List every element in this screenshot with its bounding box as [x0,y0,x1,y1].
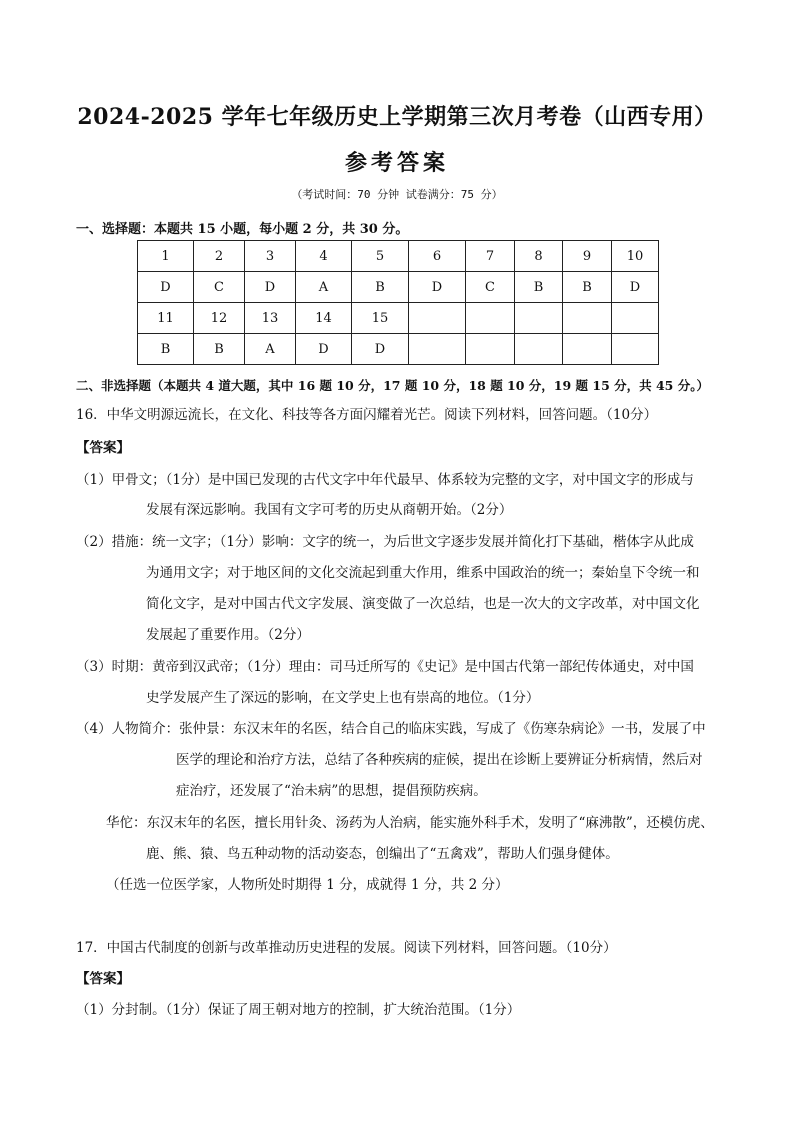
table-cell: 12 [194,303,245,334]
q16-line: 发展有深远影响。我国有文字可考的历史从商朝开始。（2分） [146,502,513,518]
table-cell: 10 [612,241,659,272]
table-cell: D [352,334,409,365]
exam-info: （考试时间：70 分钟 试卷满分：75 分） [291,188,503,201]
table-cell: B [138,334,194,365]
table-cell: 3 [245,241,296,272]
section-2-heading: 二、非选择题（本题共 4 道大题，其中 16 题 10 分，17 题 10 分，18 题 10 分，19 题 15 分，共 45 分。） [76,378,709,393]
q16-line: （任选一位医学家，人物所处时期得 1 分，成就得 1 分，共 2 分） [106,877,509,893]
table-cell [515,303,563,334]
table-cell: D [612,272,659,303]
table-row [138,303,659,334]
table-cell [612,303,659,334]
q16-line: （1）甲骨文；（1分）是中国已发现的古代文字中年代最早、体系较为完整的文字，对中国文字的形成与 [76,472,694,488]
q16-line: （3）时期：黄帝到汉武帝；（1分）理由：司马迁所写的《史记》是中国古代第一部纪传体通史，对中国 [76,659,694,675]
table-cell: 7 [466,241,515,272]
table-cell: 5 [352,241,409,272]
q16-line: （4）人物简介：张仲景：东汉末年的名医，结合自己的临床实践，写成了《伤寒杂病论》一书，发展了中 [76,721,706,737]
q16-question: 16．中华文明源远流长，在文化、科技等各方面闪耀着光芒。阅读下列材料，回答问题。（10分） [76,407,658,423]
q16-line: 史学发展产生了深远的影响，在文学史上也有崇高的地位。（1分） [146,690,540,706]
table-cell [409,334,466,365]
q16-line: 医学的理论和治疗方法，总结了各种疾病的症候，提出在诊断上要辨证分析病情，然后对 [176,752,703,768]
table-cell: B [194,334,245,365]
table-cell [612,334,659,365]
q17-answer-tag: 【答案】 [76,971,130,987]
q16-line: （2）措施：统一文字；（1分）影响：文字的统一，为后世文字逐步发展并简化打下基础，楷体字从此成 [76,534,694,550]
table-cell: 11 [138,303,194,334]
answer-table [137,240,659,365]
table-cell: C [194,272,245,303]
table-cell [466,303,515,334]
q16-line: 华佗：东汉末年的名医，擅长用针灸、汤药为人治病，能实施外科手术，发明了“麻沸散”，还模仿虎、 [106,815,714,831]
table-cell: 4 [296,241,352,272]
table-cell: D [138,272,194,303]
q17-question: 17．中国古代制度的创新与改革推动历史进程的发展。阅读下列材料，回答问题。（10分） [76,940,617,956]
section-1-heading: 一、选择题：本题共 15 小题，每小题 2 分，共 30 分。 [76,222,409,237]
page-title: 2024-2025 学年七年级历史上学期第三次月考卷（山西专用） [77,104,717,130]
table-cell: 9 [563,241,612,272]
table-cell [466,334,515,365]
table-cell: 6 [409,241,466,272]
table-cell: D [409,272,466,303]
table-cell [563,334,612,365]
table-cell: A [296,272,352,303]
table-cell: B [352,272,409,303]
table-cell: A [245,334,296,365]
table-cell: 2 [194,241,245,272]
table-row [138,334,659,365]
table-cell: B [563,272,612,303]
table-cell: 1 [138,241,194,272]
table-cell [515,334,563,365]
q16-answer-tag: 【答案】 [76,440,130,456]
table-cell: D [245,272,296,303]
table-cell [563,303,612,334]
table-cell: 14 [296,303,352,334]
table-cell: D [296,334,352,365]
table-row [138,272,659,303]
table-cell: B [515,272,563,303]
table-cell [409,303,466,334]
q16-line: 为通用文字；对于地区间的文化交流起到重大作用，维系中国政治的统一；秦始皇下令统一和 [146,565,700,581]
q16-line: 症治疗，还发展了“治未病”的思想，提倡预防疾病。 [176,783,487,799]
q17-line: （1）分封制。（1分）保证了周王朝对地方的控制，扩大统治范围。（1分） [76,1002,521,1018]
q16-line: 鹿、熊、猿、鸟五种动物的活动姿态，创编出了“五禽戏”，帮助人们强身健体。 [146,846,619,862]
q16-line: 简化文字，是对中国古代文字发展、演变做了一次总结，也是一次大的文字改革，对中国文化 [146,596,700,612]
table-cell: C [466,272,515,303]
table-cell: 13 [245,303,296,334]
table-cell: 15 [352,303,409,334]
page-subtitle: 参考答案 [344,150,449,176]
table-row [138,241,659,272]
table-cell: 8 [515,241,563,272]
q16-line: 发展起了重要作用。（2分） [146,627,310,643]
